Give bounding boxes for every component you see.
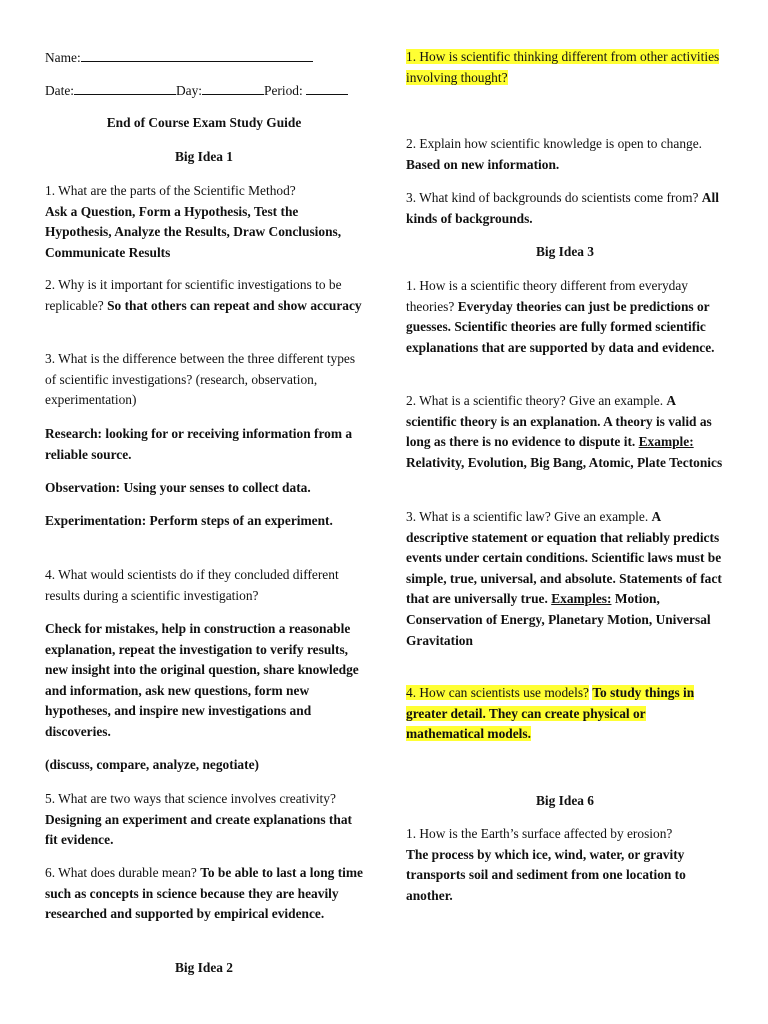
question-text: 4. How can scientists use models? [406, 685, 589, 700]
date-blank[interactable] [74, 80, 176, 95]
bi1-q3-research: Research: looking for or receiving information from a reliable source. [45, 426, 353, 462]
bi1-q3-experimentation: Experimentation: Perform steps of an experiment. [45, 513, 333, 528]
bi1-q4-answer: Check for mistakes, help in construction a reasonable explanation, repeat the investigation to verify results, new insight into the original question, share knowledge and information, ask new questions, form new hypotheses, and inspire new investigations and discoveries. [45, 621, 359, 739]
big-idea-1-heading: Big Idea 1 [174, 149, 234, 164]
answer-text: Based on new information. [406, 156, 560, 172]
bi1-q6 [45, 863, 363, 925]
answer-text: To study things in greater detail. They can create physical or mathematical models. [406, 685, 695, 742]
example-label: Example: [638, 434, 694, 450]
bi3-q2 [406, 391, 724, 473]
question-text: 6. What does durable mean? [45, 865, 197, 880]
question-text: 1. What are the parts of the Scientific Method? [45, 183, 296, 198]
question-text: 2. Explain how scientific knowledge is open to change. [406, 136, 703, 151]
question-text: 1. How is a scientific theory different from everyday theories? [406, 278, 688, 314]
question-text: 3. What is a scientific law? Give an example. [406, 509, 649, 524]
answer-text: Designing an experiment and create explanations that fit evidence. [45, 811, 352, 848]
bi1-q4: 4. What would scientists do if they concluded different results during a scientific investigation? [45, 567, 339, 603]
example-text: Motion, Conservation of Energy, Planetary Motion, Universal Gravitation [406, 591, 711, 648]
question-text: 1. How is the Earth’s surface affected by erosion? [406, 826, 673, 841]
bi2-q3 [406, 188, 724, 229]
big-idea-3-heading: Big Idea 3 [535, 244, 595, 259]
bi2-q2 [406, 134, 724, 175]
bi1-q2 [45, 275, 363, 316]
name-field: Name: [45, 47, 363, 69]
bi6-q1 [406, 824, 724, 906]
bi1-q5 [45, 789, 363, 851]
bi1-q3-observation: Observation: Using your senses to collect data. [45, 480, 311, 495]
example-label: Examples: [551, 591, 612, 607]
bi2-q1 [406, 47, 724, 88]
answer-text: Everyday theories can just be predictions or guesses. Scientific theories are fully formed scientific explanations that are supported by data and evidence. [406, 298, 715, 355]
bi1-q4-note: (discuss, compare, analyze, negotiate) [45, 757, 259, 772]
question-text: 5. What are two ways that science involves creativity? [45, 791, 336, 806]
big-idea-6-heading: Big Idea 6 [535, 793, 595, 808]
name-blank[interactable] [81, 47, 313, 62]
big-idea-2-heading: Big Idea 2 [174, 960, 234, 975]
answer-text: The process by which ice, wind, water, or gravity transports soil and sediment from one location to another. [406, 846, 686, 903]
answer-text: A scientific theory is an explanation. A theory is valid as long as there is no evidence to dispute it. [406, 393, 712, 450]
page-title: End of Course Exam Study Guide [106, 115, 302, 130]
answer-text: Ask a Question, Form a Hypothesis, Test the Hypothesis, Analyze the Results, Draw Conclusions, Communicate Results [45, 203, 342, 260]
answer-text: A descriptive statement or equation that reliably predicts events under certain conditions. Scientific laws must be simple, true, universal, and absolute. Statements of fact that are universally true. [406, 509, 722, 607]
question-text: 2. Why is it important for scientific investigations to be replicable? [45, 277, 342, 313]
date-day-period-row: Date: Day: Period: [45, 80, 363, 102]
question-text: 3. What kind of backgrounds do scientists come from? [406, 190, 699, 205]
question-text: 2. What is a scientific theory? Give an example. [406, 393, 664, 408]
bi3-q3 [406, 507, 724, 651]
answer-text: So that others can repeat and show accuracy [107, 297, 362, 313]
day-blank[interactable] [202, 80, 264, 95]
answer-text: To be able to last a long time such as concepts in science because they are heavily researched and supported by empirical evidence. [45, 865, 363, 922]
period-blank[interactable] [306, 80, 348, 95]
bi1-q1 [45, 181, 363, 263]
answer-text: All kinds of backgrounds. [406, 190, 719, 226]
bi3-q4 [406, 683, 724, 745]
bi3-q1 [406, 276, 724, 358]
question-text: 1. How is scientific thinking different from other activities involving thought? [406, 49, 720, 85]
example-text: Relativity, Evolution, Big Bang, Atomic, Plate Tectonics [406, 454, 723, 470]
bi1-q3: 3. What is the difference between the three different types of scientific investigations? (research, observation, experimentation) [45, 351, 356, 408]
